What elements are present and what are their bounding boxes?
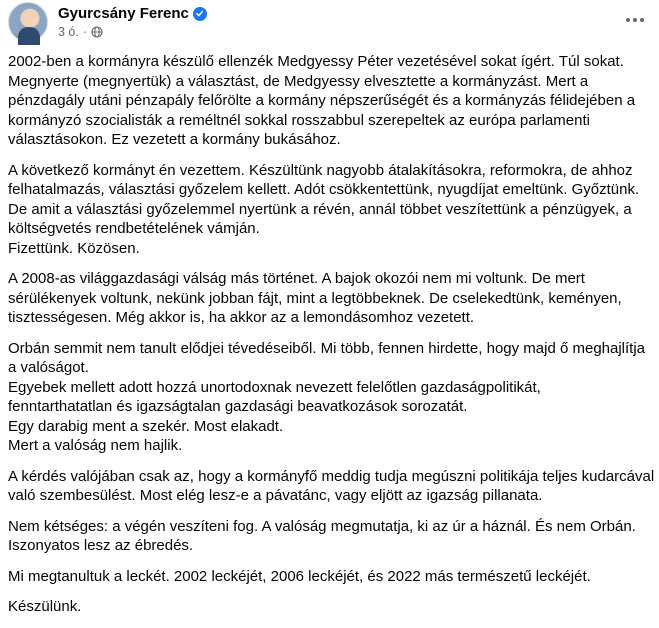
post-paragraph (8, 467, 655, 506)
author-name[interactable]: Gyurcsány Ferenc (58, 5, 189, 22)
post-paragraph (8, 567, 648, 587)
post-text-line: Iszonyatos lesz az ébredés. (8, 537, 194, 554)
post-paragraph (8, 161, 648, 259)
post-paragraph (8, 269, 648, 328)
post-text-line: Készülünk. (8, 598, 82, 615)
separator-dot: · (82, 24, 88, 39)
post-timestamp[interactable]: 3 ó. (58, 24, 79, 39)
post-text-line: Fizettünk. Közösen. (8, 239, 140, 257)
post-text-line: Egy darabig ment a szekér. Most elakadt. (8, 417, 284, 435)
verified-badge-icon (193, 7, 207, 21)
post-text-line: 2002-ben a kormányra készülő ellenzék Medgyessy Péter vezetésével sokat ígért. Túl sokat. (8, 53, 624, 70)
post-text-line: Megnyerte (megnyertük) a választást, de Medgyessy elvesztette a kormányzást. Mert a (8, 72, 589, 90)
post-text-line: tisztességesen. Még akkor is, ha akkor az a lemondásomhoz vezetett. (8, 309, 475, 326)
post-text-line: De amit a választási győzelemmel nyertünk a révén, annál többet veszítettünk a pénzügyek, a (8, 200, 632, 218)
post-text-line: Mi megtanultuk a leckét. 2002 leckéjét, 2006 leckéjét, és 2022 más természetű leckéjét. (8, 567, 591, 585)
post-text-line: való szembesülést. Most elég lesz-e a pávatánc, vagy eljött az igazság pillanata. (8, 487, 543, 504)
post-text-line: pénzdagály utáni pénzapály felőrölte a kormány népszerűségét és a kormányzás félidejében a (8, 92, 636, 109)
post-paragraph (8, 339, 648, 456)
post-text-line: Nem kétséges: a végén veszíteni fog. A valóság megmutatja, ki az úr a háznál. És nem Orbán. (8, 517, 636, 535)
post-text-line: felhatalmazás, választási győzelem kellett. Adót csökkentettünk, nyugdíjat emeltünk. Győztünk. (8, 181, 640, 198)
post-text-line: Egyebek mellett adott hozzá unortodoxnak nevezett felelőtlen gazdaságpolitikát, (8, 378, 541, 396)
globe-icon[interactable] (91, 26, 103, 38)
post-text-line: Orbán semmit nem tanult elődjei tévedéseiből. Mi több, fennen hirdette, hogy majd ő meghajlítja (8, 339, 646, 357)
post-text-line: választásokon. Ez vezetett a kormány bukásához. (8, 131, 341, 148)
post-paragraph (8, 517, 648, 556)
post-text-line: fenntarthatatlan és igazságtalan gazdasági beavatkozások sorozatát. (8, 398, 468, 415)
post-text-line: a valóságot. (8, 359, 89, 376)
post-subline (58, 24, 207, 40)
post-text-line: A kérdés valójában csak az, hogy a kormányfő meddig tudja megúszni politikája teljes kudarcával (8, 467, 655, 485)
post-text-line: A 2008-as világgazdasági válság más történet. A bajok okozói nem mi voltunk. De mert (8, 270, 585, 287)
post-header (8, 2, 207, 42)
avatar[interactable] (8, 2, 48, 42)
post-text-line: Mert a valóság nem hajlik. (8, 437, 183, 454)
author-meta (58, 5, 207, 40)
post-text-line: költségvetés rendbetételének vámján. (8, 220, 260, 237)
post-text-line: kormányzó szocialisták a reméltnél sokkal rosszabbul szerepeltek az európa parlamenti (8, 111, 590, 129)
post-text (8, 52, 655, 628)
post-paragraph (8, 597, 648, 617)
post-paragraph (8, 52, 648, 150)
name-row (58, 5, 207, 23)
post-text-line: A következő kormányt én vezettem. Készültünk nagyobb átalakításokra, reformokra, de ahhoz (8, 161, 633, 179)
post-text-line: sérülékenyek voltunk, nekünk jobban fájt, mint a legtöbbeknek. De cselekedtünk, keményen, (8, 289, 622, 307)
more-options-icon[interactable] (623, 10, 647, 30)
